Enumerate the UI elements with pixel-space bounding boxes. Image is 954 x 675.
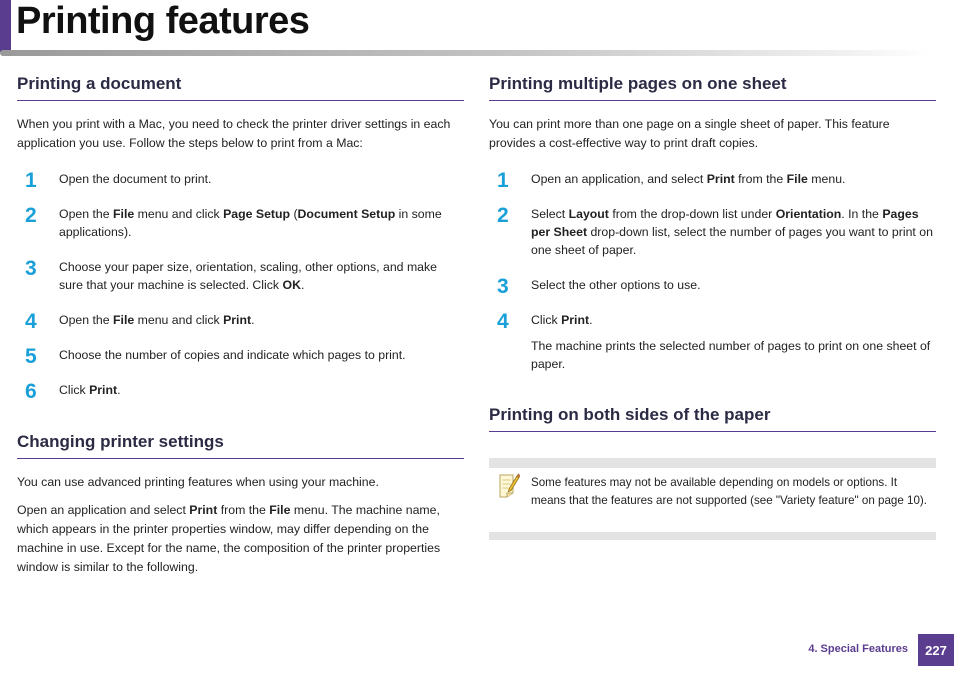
step-item — [489, 169, 936, 192]
step-text: drop-down list, select the number of pages you want to print on one sheet of paper. — [531, 225, 933, 257]
body-text: menu. The machine name, which appears in the printer properties window, may differ depending on the machine in use. Except for the name, the composition of the printer properties window is similar to the following. — [17, 503, 441, 574]
body-bold-text: File — [269, 503, 291, 517]
step-text: from the — [734, 172, 787, 186]
step-text: . — [251, 313, 255, 327]
right-column — [489, 74, 936, 432]
step-text: Open an application, and select — [531, 172, 707, 186]
step-number: 4 — [25, 310, 37, 333]
step-bold-text: Pages per Sheet — [531, 207, 919, 239]
step-text: Click — [59, 383, 90, 397]
body-bold-text: Print — [189, 503, 218, 517]
note-box — [489, 458, 936, 540]
step-text: Choose the number of copies and indicate which pages to print. — [59, 348, 406, 362]
step-bold-text: Print — [561, 313, 590, 327]
step-item — [17, 258, 464, 294]
body-paragraph — [17, 501, 464, 577]
step-bold-text: File — [786, 172, 808, 186]
step-followup: The machine prints the selected number of pages to print on one sheet of paper. — [531, 339, 931, 371]
intro-paragraph: You can print more than one page on a single sheet of paper. This feature provides a cost-effective way to print draft copies. — [489, 117, 890, 150]
step-item — [489, 310, 936, 333]
step-number: 3 — [25, 257, 37, 280]
step-text: menu. — [807, 172, 846, 186]
intro-paragraph: When you print with a Mac, you need to check the printer driver settings in each application you use. Follow the steps below to print from a Mac: — [17, 117, 451, 150]
footer-chapter: 4. Special Features — [808, 643, 908, 655]
section-heading-changing-settings: Changing printer settings — [17, 432, 464, 459]
step-bold-text: OK — [282, 278, 301, 292]
section-heading-both-sides: Printing on both sides of the paper — [489, 405, 936, 432]
step-number: 3 — [497, 275, 509, 298]
step-text: Open the — [59, 207, 114, 221]
step-bold-text: Orientation — [775, 207, 842, 221]
step-text: . In the — [841, 207, 883, 221]
step-text: Select — [531, 207, 569, 221]
step-number: 2 — [497, 204, 509, 227]
step-text: menu and click — [134, 207, 224, 221]
step-bold-text: Page Setup — [223, 207, 291, 221]
body-text: from the — [217, 503, 270, 517]
step-bold-text: Print — [223, 313, 252, 327]
section-heading-printing-document: Printing a document — [17, 74, 464, 101]
step-item — [489, 275, 936, 298]
step-text: in some applications). — [59, 207, 442, 239]
note-pencil-icon — [498, 472, 520, 498]
step-text: . — [589, 313, 593, 327]
step-text: Open the document to print. — [59, 172, 212, 186]
body-text: Open an application and select — [17, 503, 190, 517]
step-text: Open the — [59, 313, 114, 327]
step-item — [17, 310, 464, 333]
title-accent-bar — [0, 0, 11, 52]
step-text: menu and click — [134, 313, 224, 327]
step-item — [17, 169, 464, 192]
step-item — [17, 345, 464, 368]
step-item — [17, 380, 464, 403]
step-item — [17, 205, 464, 241]
step-text: Select the other options to use. — [531, 278, 701, 292]
left-column — [17, 74, 464, 577]
body-paragraph: You can use advanced printing features when using your machine. — [17, 475, 379, 489]
step-bold-text: File — [113, 207, 135, 221]
page-title: Printing features — [16, 0, 310, 42]
step-number: 2 — [25, 204, 37, 227]
step-text: Click — [531, 313, 562, 327]
step-text: . — [300, 278, 305, 292]
step-number: 1 — [497, 169, 509, 192]
page-number-badge: 227 — [918, 634, 954, 666]
note-text: Some features may not be available depending on models or options. It means that the features are not supported (see "Variety feature" on page 10). — [531, 476, 928, 507]
step-item — [489, 205, 936, 259]
step-text: ( — [290, 207, 298, 221]
step-bold-text: Print — [89, 383, 118, 397]
section-heading-multiple-pages: Printing multiple pages on one sheet — [489, 74, 936, 101]
step-bold-text: Print — [706, 172, 735, 186]
step-text: from the drop-down list under — [608, 207, 776, 221]
step-text: . — [117, 383, 121, 397]
step-text: Choose your paper size, orientation, scaling, other options, and make sure that your machine is selected. Click — [59, 260, 438, 292]
step-number: 1 — [25, 169, 37, 192]
step-bold-text: Layout — [568, 207, 609, 221]
step-number: 5 — [25, 345, 37, 368]
step-number: 6 — [25, 380, 37, 403]
step-bold-text: Document Setup — [297, 207, 396, 221]
step-number: 4 — [497, 310, 509, 333]
title-divider — [0, 50, 930, 56]
step-bold-text: File — [113, 313, 135, 327]
